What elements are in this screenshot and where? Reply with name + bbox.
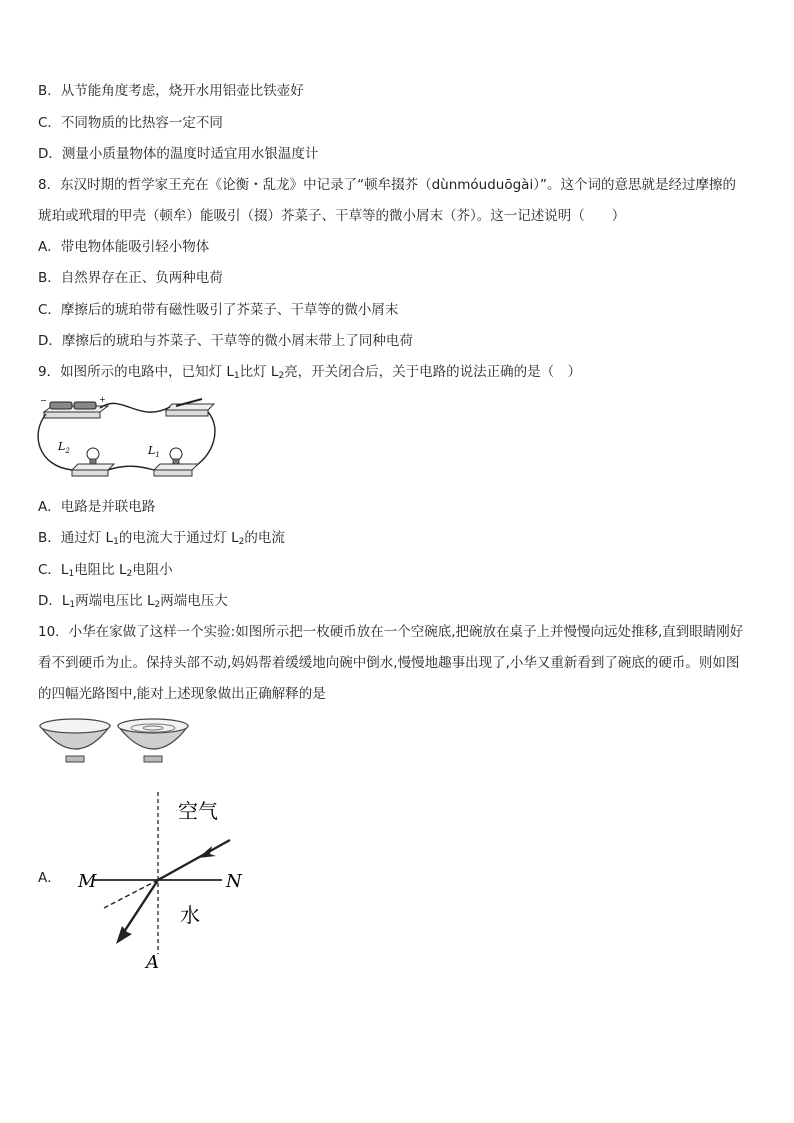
q8-option-c: C．摩擦后的琥珀带有磁性吸引了芥菜子、干草等的微小屑末 [38,302,399,318]
q9-option-d: D．$L_1$两端电压比 $L_2$两端电压大 [38,593,228,610]
q7-option-b: B．从节能角度考虑，烧开水用铝壶比铁壶好 [38,83,304,99]
q9-circuit-diagram [36,394,216,486]
q8-option-d: D．摩擦后的琥珀与芥菜子、干草等的微小屑末带上了同种电荷 [38,333,413,349]
battery-plus-label: + [99,395,106,404]
label-a: A [146,952,159,973]
q10-option-a-label: A． [38,870,61,886]
label-m: M [78,871,97,892]
q10-stem-line1: 10．小华在家做了这样一个实验:如图所示把一枚硬币放在一个空碗底,把碗放在桌子上并慢慢向远处推移,直到眼睛刚好 [38,624,744,640]
q8-stem-line2: 琥珀或玳瑁的甲壳（顿牟）能吸引（掇）芥菜子、干草等的微小屑末（芥）。这一记述说明（ ） [38,208,626,224]
q8-option-a: A．带电物体能吸引轻小物体 [38,239,210,255]
q10-stem-line2: 看不到硬币为止。保持头部不动,妈妈帮着缓缓地向碗中倒水,慢慢地趣事出现了,小华又重新看到了碗底的硬币。则如图 [38,655,740,671]
q10-stem-line3: 的四幅光路图中,能对上述现象做出正确解释的是 [38,686,326,702]
lamp-l1-label: $L_1$ [148,444,160,459]
q9-option-a: A．电路是并联电路 [38,499,156,515]
label-n: N [226,871,242,892]
q8-option-b: B．自然界存在正、负两种电荷 [38,270,223,286]
q7-option-c: C．不同物质的比热容一定不同 [38,115,223,131]
q7-option-d: D．测量小质量物体的温度时适宜用水银温度计 [38,146,319,162]
battery-minus-label: − [40,396,47,405]
q10-option-a-light-path-diagram [72,790,256,974]
q9-option-b: B．通过灯 $L_1$的电流大于通过灯 $L_2$的电流 [38,530,285,547]
label-water: 水 [180,903,200,927]
lamp-l2-label: $L_2$ [58,440,70,455]
q9-stem: 9．如图所示的电路中，已知灯 $L_1$比灯 $L_2$亮，开关闭合后，关于电路的说法正确的是（ ） [38,364,582,381]
q9-option-c: C．$L_1$电阻比 $L_2$电阻小 [38,562,173,579]
label-air: 空气 [178,799,218,823]
q8-stem-line1: 8．东汉时期的哲学家王充在《论衡・乱龙》中记录了“顿牟掇芥（dùnmóuduōgài）”。这个词的意思就是经过摩擦的 [38,177,736,193]
q10-bowls-image [38,716,198,768]
